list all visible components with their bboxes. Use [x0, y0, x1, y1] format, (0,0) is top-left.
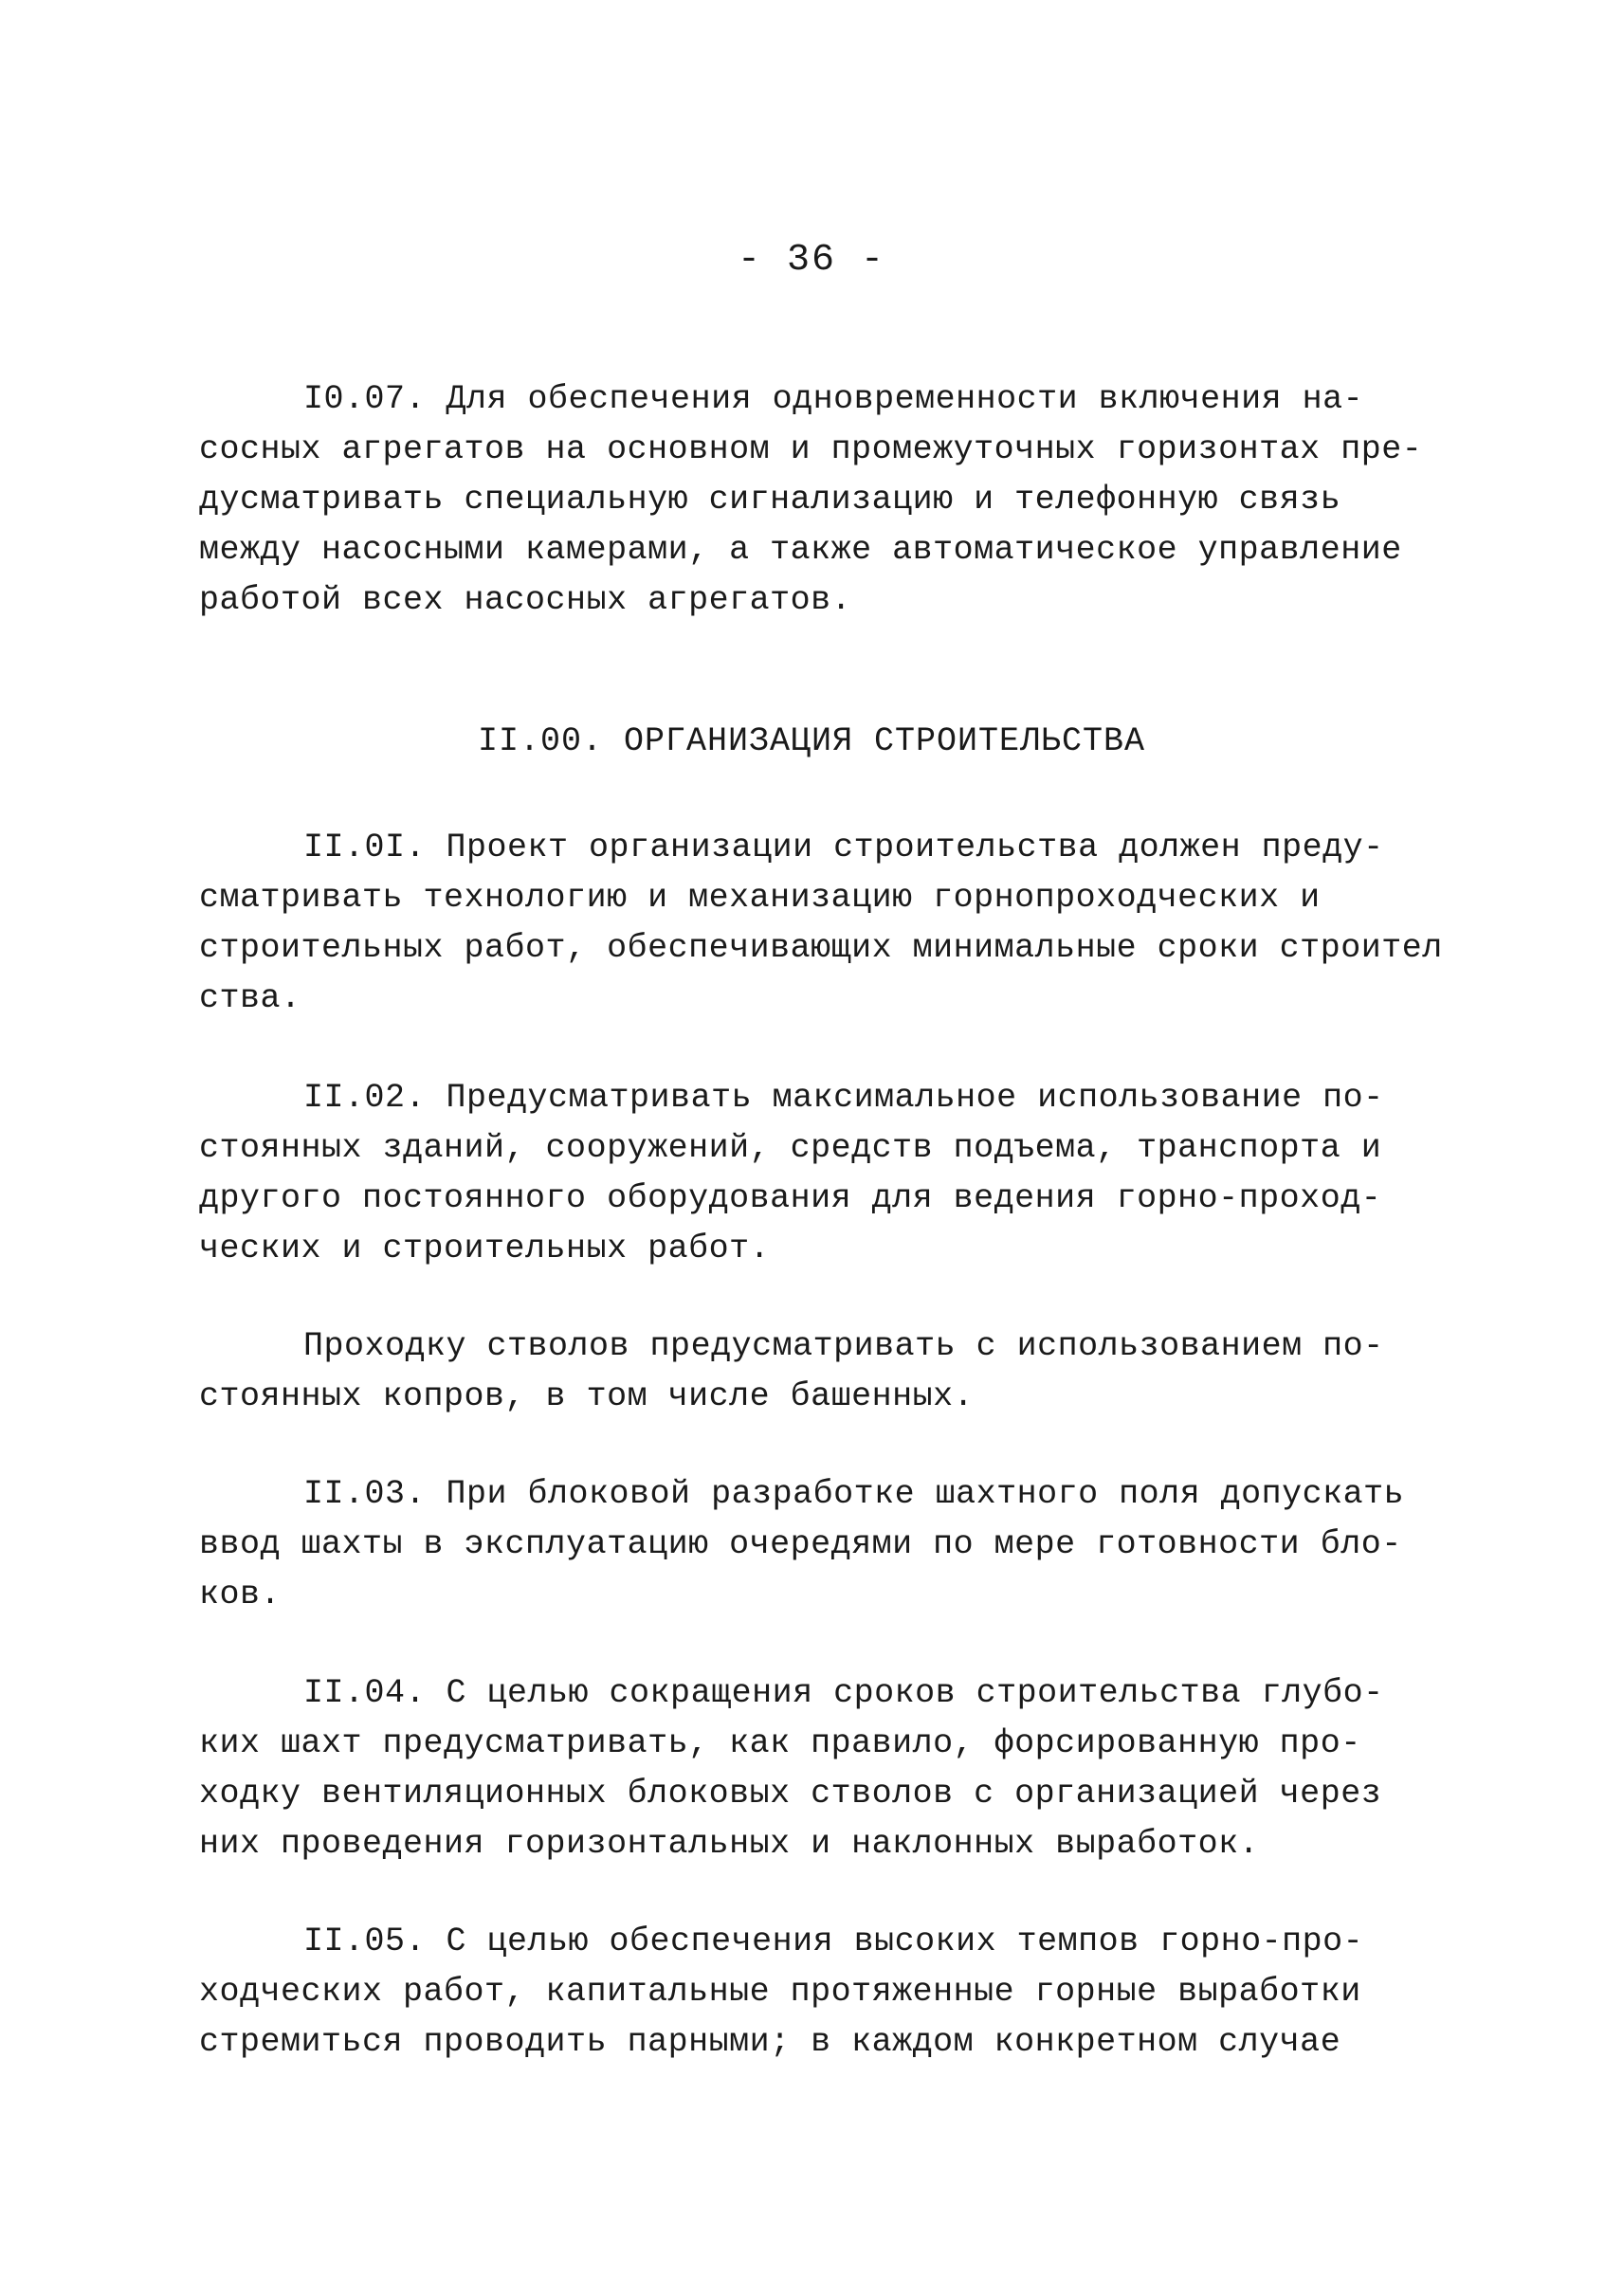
paragraph-line: II.03. При блоковой разработке шахтного поля допускать	[303, 1475, 1405, 1513]
paragraph-line: строительных работ, обеспечивающих минимальные сроки строител	[199, 929, 1443, 967]
paragraph-line: стоянных копров, в том числе башенных.	[199, 1377, 975, 1415]
paragraph-line: ходку вентиляционных блоковых стволов с организацией через	[199, 1775, 1382, 1813]
paragraph-shaft-sinking	[199, 1321, 1460, 1422]
paragraph-11-04	[199, 1668, 1460, 1869]
paragraph-11-01	[199, 823, 1460, 1024]
paragraph-line: сматривать технологию и механизацию горнопроходческих и	[199, 879, 1321, 917]
paragraph-line: другого постоянного оборудования для ведения горно-проход-	[199, 1179, 1382, 1217]
page-number: - 36 -	[737, 239, 886, 282]
paragraph-line: работой всех насосных агрегатов.	[199, 581, 852, 619]
paragraph-line: ходческих работ, капитальные протяженные горные выработки	[199, 1973, 1361, 2011]
paragraph-line: сосных агрегатов на основном и промежуточных горизонтах пре-	[199, 430, 1423, 468]
paragraph-line: II.02. Предусматривать максимальное использование по-	[303, 1079, 1384, 1117]
paragraph-line: Проходку стволов предусматривать с использованием по-	[303, 1327, 1384, 1365]
paragraph-11-02	[199, 1073, 1460, 1274]
paragraph-11-03	[199, 1469, 1460, 1620]
paragraph-line: стремиться проводить парными; в каждом конкретном случае	[199, 2023, 1341, 2061]
paragraph-line: ввод шахты в эксплуатацию очередями по мере готовности бло-	[199, 1525, 1402, 1563]
paragraph-line: ческих и строительных работ.	[199, 1230, 771, 1267]
paragraph-line: II.05. С целью обеспечения высоких темпов горно-про-	[303, 1922, 1364, 1960]
paragraph-line: II.0I. Проект организации строительства должен преду-	[303, 829, 1384, 866]
paragraph-line: между насосными камерами, а также автоматическое управление	[199, 531, 1402, 569]
paragraph-line: ства.	[199, 979, 301, 1017]
paragraph-line: II.04. С целью сокращения сроков строительства глубо-	[303, 1674, 1384, 1712]
paragraph-10-07	[199, 374, 1460, 626]
paragraph-line: ких шахт предусматривать, как правило, форсированную про-	[199, 1724, 1361, 1762]
paragraph-line: ков.	[199, 1576, 282, 1613]
paragraph-line: дусматривать специальную сигнализацию и телефонную связь	[199, 481, 1341, 519]
paragraph-line: I0.07. Для обеспечения одновременности включения на-	[303, 380, 1364, 418]
paragraph-11-05	[199, 1917, 1460, 2068]
section-heading: II.00. ОРГАНИЗАЦИЯ СТРОИТЕЛЬСТВА	[477, 722, 1146, 760]
paragraph-line: стоянных зданий, сооружений, средств подъема, транспорта и	[199, 1129, 1382, 1167]
paragraph-line: них проведения горизонтальных и наклонных выработок.	[199, 1825, 1260, 1863]
